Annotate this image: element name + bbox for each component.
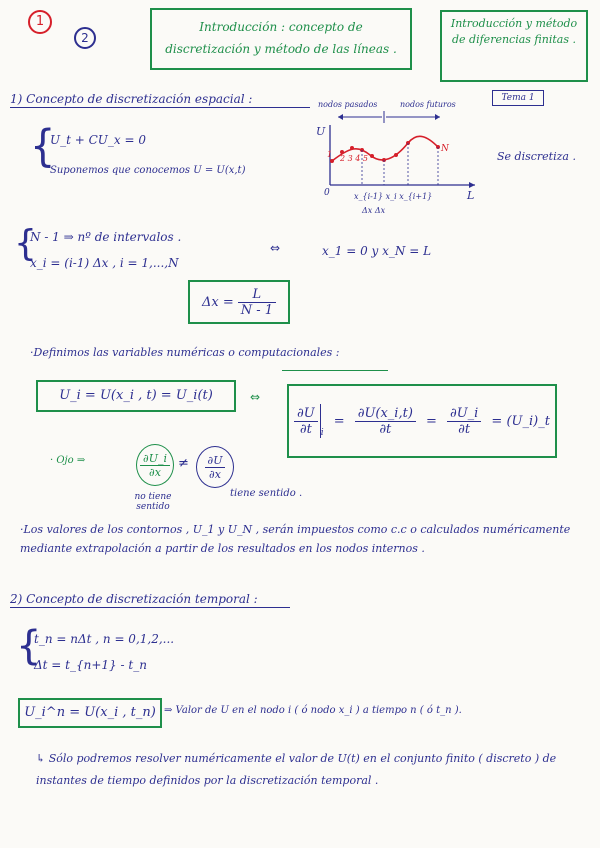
deriv-lhs-sub: i — [320, 428, 324, 438]
ojo-right-derivative — [196, 446, 234, 488]
no-sense-note: no tiene sentido — [134, 492, 172, 512]
ojo-left-den: ∂x — [149, 465, 161, 479]
has-sense-note: tiene sentido . — [230, 488, 303, 499]
dx-formula-box — [188, 280, 290, 324]
topic-box: Introducción y método de diferencias finitas . — [440, 10, 588, 82]
boundary-nodes: x_1 = 0 y x_N = L — [322, 244, 432, 258]
discretize-label: Se discretiza . — [497, 150, 576, 163]
equivalence-arrow: ⇔ — [270, 241, 281, 255]
deriv-mid-num: ∂U(x_i,t) — [355, 406, 416, 422]
graph-node-labels: 2 3 4 5 — [340, 154, 368, 163]
ojo-right-num: ∂U — [205, 454, 226, 468]
time-nodes-formula: t_n = nΔt , n = 0,1,2,... — [34, 632, 175, 646]
dx-lhs: Δx = — [201, 294, 234, 310]
circle-number-1: 1 — [28, 10, 52, 34]
section1-heading: 1) Concepto de discretización espacial : — [10, 92, 310, 108]
graph-axis-l: L — [467, 189, 475, 202]
section1-brace: { — [30, 120, 56, 172]
deriv-lhs-num: ∂U — [294, 406, 318, 422]
intervals-brace: { — [14, 223, 37, 264]
dx-fraction — [238, 287, 276, 318]
graph-dx-labels: Δx Δx — [362, 206, 386, 215]
graph-label-future: nodos futuros — [400, 100, 456, 109]
graph-node-n: N — [441, 144, 449, 154]
deriv-mid-den: ∂t — [379, 421, 392, 437]
graph-node-1: 1 — [327, 150, 333, 159]
time-step-formula: Δt = t_{n+1} - t_n — [34, 658, 147, 672]
graph-origin: 0 — [324, 188, 330, 198]
deriv-lhs-den: ∂t — [299, 421, 312, 437]
deriv-r-den: ∂t — [458, 421, 471, 437]
ojo-left-derivative — [136, 444, 174, 486]
final-remark: ↳ Sólo podremos resolver numéricamente el valor de U(t) en el conjunto finito ( discreto ) de instantes de tiempo definidos por la discretización temporal . — [36, 752, 557, 787]
ojo-label: · Ojo ⇒ — [50, 455, 86, 466]
boundary-values-text: ·Los valores de los contornos , U_1 y U_N , serán impuestos como c.c o calculados numéricamente mediante extrapolación a partir de los resultados en los nodos internos . — [20, 523, 571, 555]
advection-equation: U_t + CU_x = 0 — [50, 133, 146, 147]
graph-axis-u: U — [316, 125, 326, 138]
discretization-graph — [300, 95, 490, 225]
assumption-text: Suponemos que conocemos U = U(x,t) — [50, 165, 246, 176]
discrete-value-description: ⇒ Valor de U en el nodo i ( ó nodo x_i ) a tiempo n ( ó t_n ). — [164, 705, 462, 716]
variables-intro: ·Definimos las variables numéricas o computacionales : — [30, 346, 340, 359]
not-equal-sign: ≠ — [178, 456, 189, 471]
node-position-formula: x_i = (i-1) Δx , i = 1,...,N — [30, 256, 179, 270]
time-derivative-box: $\frac{\partial U}{\partial t}$ $_i$ = $\frac{\partial U(x\_i,t)}{\partial t}$ = $\frac{\partial U\_i}{\partial t}$ = (U_i)_t — [287, 384, 557, 458]
variables-underline — [282, 370, 388, 371]
ojo-right-den: ∂x — [209, 467, 221, 481]
tema-badge: Tema 1 — [492, 90, 544, 106]
definition-arrow: ⇔ — [250, 390, 261, 404]
intervals-count: N - 1 ⇒ nº de intervalos . — [30, 230, 182, 244]
ui-definition-box: U_i = U(x_i , t) = U_i(t) — [36, 380, 236, 412]
discrete-value-box: U_i^n = U(x_i , t_n) — [18, 698, 162, 728]
graph-label-past: nodos pasados — [318, 100, 378, 109]
dx-denominator: N - 1 — [240, 302, 274, 318]
deriv-r-num: ∂U_i — [447, 406, 481, 422]
circle-number-2: 2 — [74, 27, 96, 49]
deriv-lhs — [294, 404, 324, 438]
section2-brace: { — [16, 623, 42, 669]
section2-heading: 2) Concepto de discretización temporal : — [10, 592, 290, 608]
dx-numerator: L — [238, 287, 276, 303]
title-box: Introducción : concepto de discretización y método de las líneas . — [150, 8, 412, 70]
deriv-final: = (U_i)_t — [491, 413, 550, 429]
ojo-left-num: ∂U_i — [140, 452, 170, 466]
graph-x-labels: x_{i-1} x_i x_{i+1} — [354, 192, 433, 201]
